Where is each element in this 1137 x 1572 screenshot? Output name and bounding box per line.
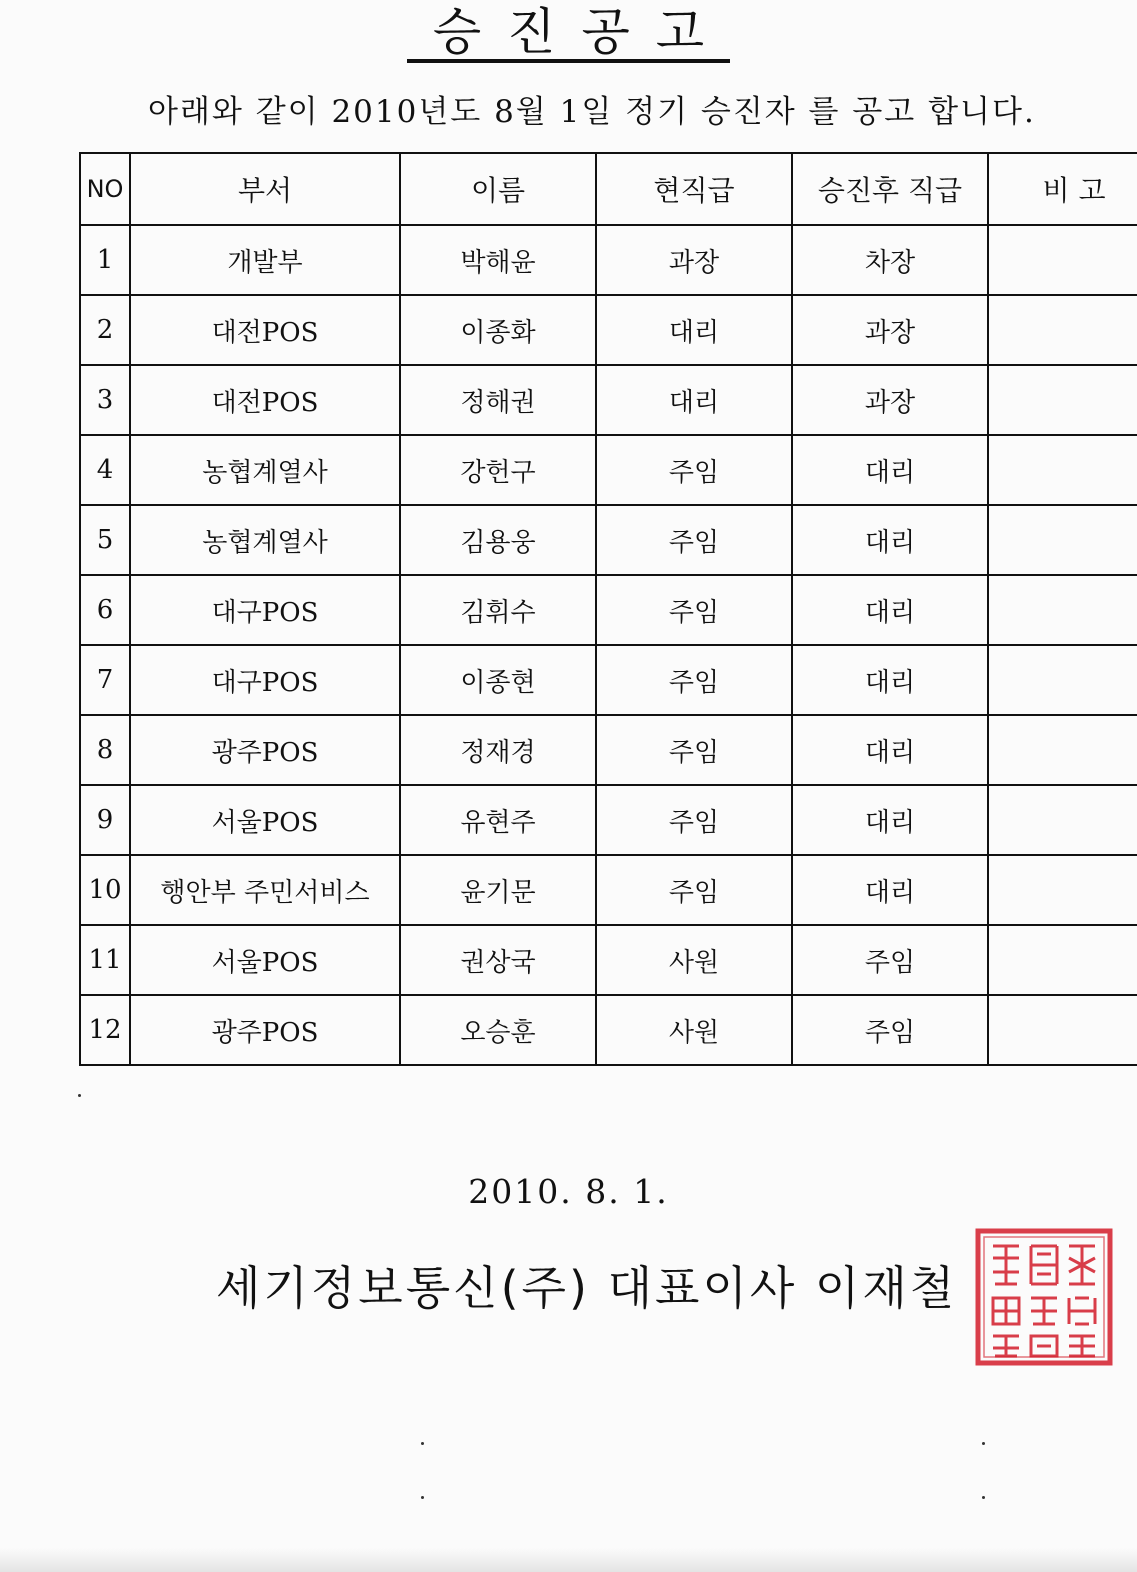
cell-dept: 광주POS	[130, 995, 400, 1065]
table-row	[80, 995, 1137, 1065]
cell-name: 권상국	[400, 925, 596, 995]
table-row	[80, 925, 1137, 995]
cell-note	[988, 855, 1137, 925]
scan-speck	[421, 1442, 424, 1445]
header-dept: 부서	[130, 153, 400, 225]
table-row	[80, 575, 1137, 645]
cell-no: 4	[80, 435, 130, 505]
cell-new-rank: 차장	[792, 225, 988, 295]
cell-name: 김용웅	[400, 505, 596, 575]
cell-dept: 대전POS	[130, 365, 400, 435]
cell-current-rank: 주임	[596, 715, 792, 785]
table-header-row	[80, 153, 1137, 225]
cell-new-rank: 주임	[792, 995, 988, 1065]
cell-note	[988, 715, 1137, 785]
scan-speck	[421, 1496, 424, 1499]
cell-current-rank: 주임	[596, 785, 792, 855]
cell-dept: 농협계열사	[130, 505, 400, 575]
cell-new-rank: 대리	[792, 715, 988, 785]
cell-no: 6	[80, 575, 130, 645]
cell-dept: 대구POS	[130, 575, 400, 645]
cell-current-rank: 주임	[596, 855, 792, 925]
cell-dept: 행안부 주민서비스	[130, 855, 400, 925]
cell-dept: 서울POS	[130, 925, 400, 995]
cell-no: 5	[80, 505, 130, 575]
cell-note	[988, 925, 1137, 995]
cell-current-rank: 주임	[596, 505, 792, 575]
cell-no: 10	[80, 855, 130, 925]
cell-name: 이종화	[400, 295, 596, 365]
cell-note	[988, 995, 1137, 1065]
cell-current-rank: 대리	[596, 365, 792, 435]
cell-dept: 대구POS	[130, 645, 400, 715]
cell-current-rank: 주임	[596, 435, 792, 505]
cell-name: 강헌구	[400, 435, 596, 505]
promotion-table	[79, 152, 1137, 1066]
table-row	[80, 435, 1137, 505]
cell-new-rank: 대리	[792, 505, 988, 575]
table-row	[80, 505, 1137, 575]
cell-current-rank: 대리	[596, 295, 792, 365]
cell-note	[988, 575, 1137, 645]
scan-speck	[982, 1496, 985, 1499]
cell-new-rank: 대리	[792, 435, 988, 505]
table-row	[80, 365, 1137, 435]
cell-current-rank: 사원	[596, 995, 792, 1065]
cell-new-rank: 대리	[792, 645, 988, 715]
cell-new-rank: 대리	[792, 785, 988, 855]
company-seal-icon	[975, 1228, 1113, 1366]
cell-no: 11	[80, 925, 130, 995]
intro-text: 아래와 같이 2010년도 8월 1일 정기 승진자 를 공고 합니다.	[148, 94, 1036, 130]
header-new-rank: 승진후 직급	[792, 153, 988, 225]
header-no: NO	[80, 153, 130, 225]
cell-note	[988, 645, 1137, 715]
cell-current-rank: 사원	[596, 925, 792, 995]
cell-new-rank: 과장	[792, 295, 988, 365]
table-row	[80, 645, 1137, 715]
cell-note	[988, 225, 1137, 295]
notice-date: 2010. 8. 1.	[468, 1172, 669, 1211]
cell-note	[988, 365, 1137, 435]
cell-dept: 대전POS	[130, 295, 400, 365]
cell-name: 정해권	[400, 365, 596, 435]
cell-no: 3	[80, 365, 130, 435]
cell-name: 정재경	[400, 715, 596, 785]
cell-note	[988, 785, 1137, 855]
page-title-text: 승진공고	[407, 5, 730, 63]
cell-no: 1	[80, 225, 130, 295]
cell-no: 9	[80, 785, 130, 855]
cell-name: 오승훈	[400, 995, 596, 1065]
cell-note	[988, 435, 1137, 505]
page-title	[0, 2, 1137, 63]
table-body	[80, 225, 1137, 1065]
cell-name: 유현주	[400, 785, 596, 855]
cell-current-rank: 주임	[596, 645, 792, 715]
cell-note	[988, 295, 1137, 365]
table-row	[80, 225, 1137, 295]
scan-speck	[78, 1094, 81, 1097]
header-name: 이름	[400, 153, 596, 225]
cell-current-rank: 과장	[596, 225, 792, 295]
table-row	[80, 295, 1137, 365]
cell-no: 2	[80, 295, 130, 365]
table-row	[80, 785, 1137, 855]
cell-no: 7	[80, 645, 130, 715]
cell-new-rank: 과장	[792, 365, 988, 435]
cell-name: 윤기문	[400, 855, 596, 925]
cell-name: 김휘수	[400, 575, 596, 645]
table-row	[80, 715, 1137, 785]
cell-new-rank: 대리	[792, 855, 988, 925]
scan-speck	[982, 1442, 985, 1445]
header-note: 비 고	[988, 153, 1137, 225]
cell-no: 8	[80, 715, 130, 785]
cell-dept: 광주POS	[130, 715, 400, 785]
company-signature: 세기정보통신(주) 대표이사 이재철	[216, 1261, 958, 1315]
table-row	[80, 855, 1137, 925]
cell-dept: 농협계열사	[130, 435, 400, 505]
cell-dept: 서울POS	[130, 785, 400, 855]
cell-dept: 개발부	[130, 225, 400, 295]
cell-current-rank: 주임	[596, 575, 792, 645]
header-current-rank: 현직급	[596, 153, 792, 225]
cell-new-rank: 주임	[792, 925, 988, 995]
scan-bottom-edge	[0, 1548, 1137, 1572]
cell-note	[988, 505, 1137, 575]
cell-no: 12	[80, 995, 130, 1065]
cell-new-rank: 대리	[792, 575, 988, 645]
cell-name: 이종현	[400, 645, 596, 715]
cell-name: 박해윤	[400, 225, 596, 295]
